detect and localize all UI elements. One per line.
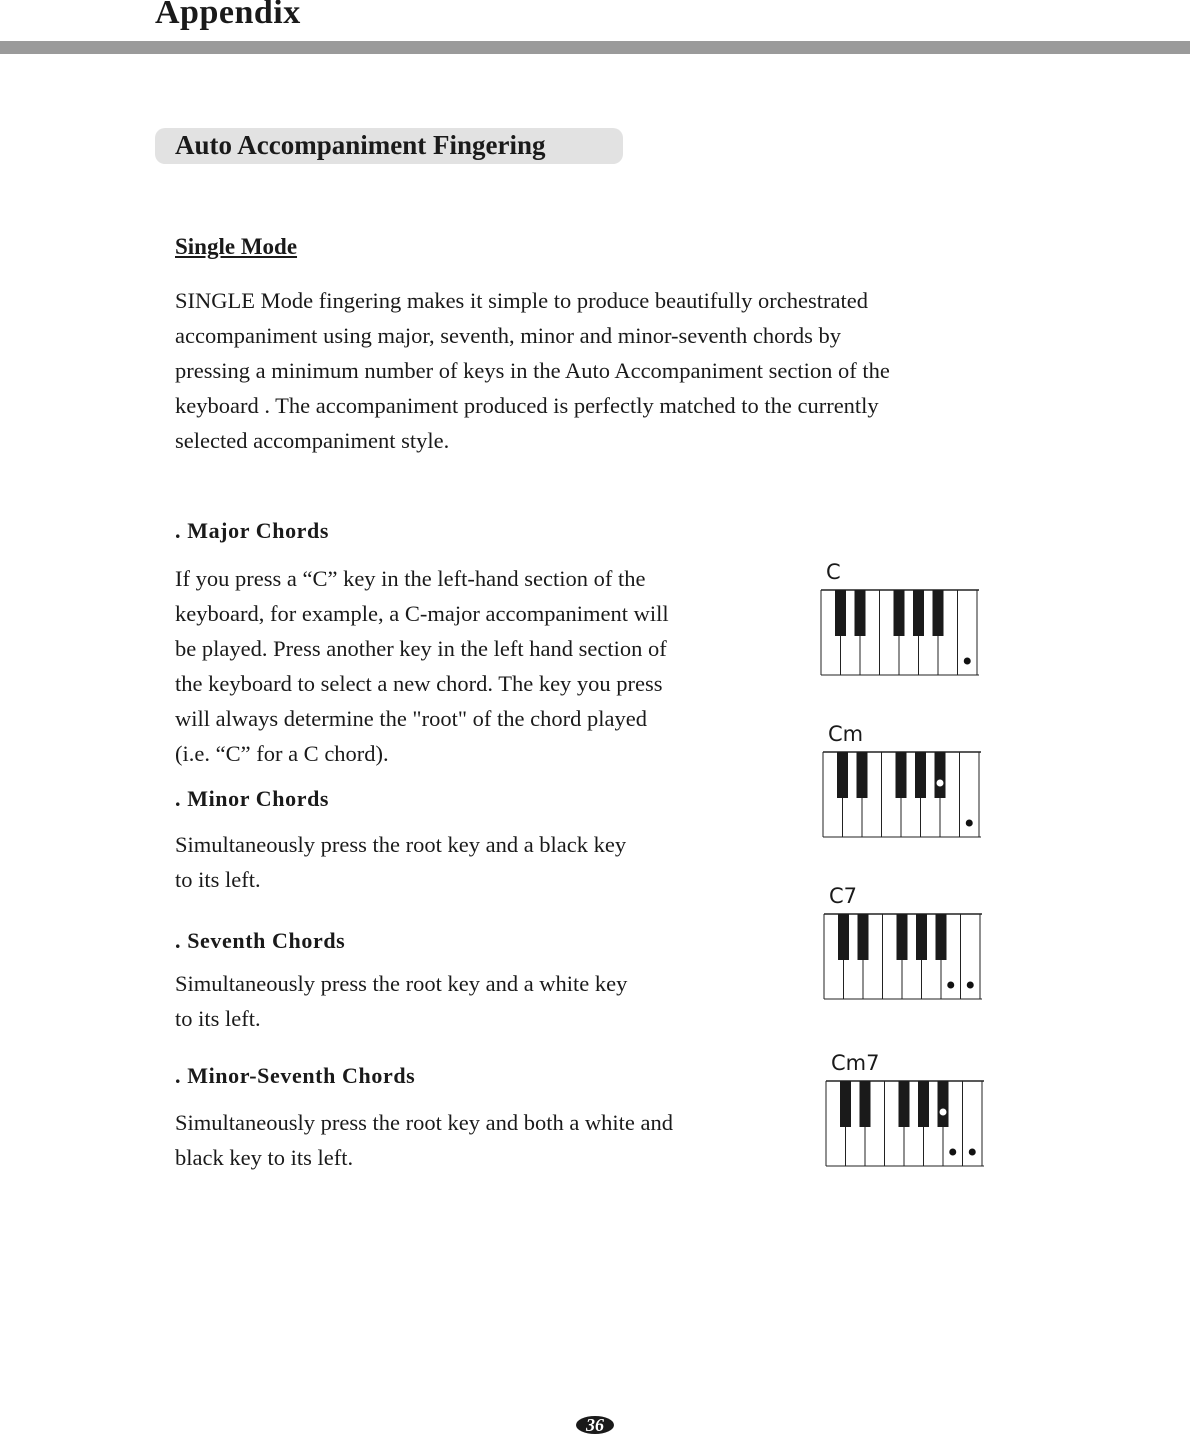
minor-seventh-chords-text [175, 1105, 775, 1175]
text-line: Simultaneously press the root key and a black key [175, 832, 627, 857]
black-key [913, 590, 924, 636]
keyboard-diagram [823, 913, 983, 1003]
black-key [915, 752, 926, 798]
text-line: keyboard, for example, a C-major accompaniment will [175, 601, 669, 626]
chord-name: Cm7 [831, 1051, 880, 1075]
black-key [857, 752, 868, 798]
text-line: (i.e. “C” for a C chord). [175, 741, 389, 766]
black-key [933, 590, 944, 636]
header-divider [0, 41, 1190, 54]
text-line: to its left. [175, 867, 261, 892]
section-banner [155, 128, 623, 164]
keyboard-diagram [825, 1080, 985, 1170]
intro-line: accompaniment using major, seventh, minor and minor-seventh chords by [175, 323, 841, 348]
text-line: If you press a “C” key in the left-hand section of the [175, 566, 646, 591]
black-key [936, 914, 947, 960]
chord-name: C7 [829, 884, 858, 908]
text-line: Simultaneously press the root key and a white key [175, 971, 628, 996]
black-key [840, 1081, 851, 1127]
intro-line: SINGLE Mode fingering makes it simple to produce beautifully orchestrated [175, 288, 868, 313]
black-key [935, 752, 946, 798]
pressed-white-key-dot [966, 820, 973, 827]
keyboard-diagram [820, 589, 980, 679]
text-line: be played. Press another key in the left hand section of [175, 636, 667, 661]
chord-name: C [826, 560, 841, 584]
minor-chords-heading: . Minor Chords [175, 786, 330, 811]
black-key [896, 752, 907, 798]
intro-line: pressing a minimum number of keys in the Auto Accompaniment section of the [175, 358, 890, 383]
black-key [918, 1081, 929, 1127]
black-key [860, 1081, 871, 1127]
black-key [838, 914, 849, 960]
pressed-white-key-dot [947, 982, 954, 989]
major-chords-text [175, 561, 775, 771]
major-chords-heading: . Major Chords [175, 518, 330, 543]
text-line: Simultaneously press the root key and both a white and [175, 1110, 674, 1135]
section-title: Auto Accompaniment Fingering [175, 130, 546, 160]
seventh-chords-heading: . Seventh Chords [175, 928, 346, 953]
minor-seventh-chords-heading: . Minor-Seventh Chords [175, 1063, 416, 1088]
page-number: 36 [586, 1415, 604, 1435]
black-key [916, 914, 927, 960]
black-key [858, 914, 869, 960]
pressed-white-key-dot [967, 982, 974, 989]
seventh-chords-text [175, 966, 775, 1036]
page-number-badge [575, 1415, 615, 1435]
chord-name: Cm [828, 722, 864, 746]
text-line: black key to its left. [175, 1145, 354, 1170]
black-key [899, 1081, 910, 1127]
pressed-white-key-dot [964, 658, 971, 665]
pressed-black-key-dot [940, 1109, 947, 1116]
text-line: to its left. [175, 1006, 261, 1031]
minor-chords-text [175, 827, 775, 897]
black-key [855, 590, 866, 636]
text-line: the keyboard to select a new chord. The key you press [175, 671, 663, 696]
black-key [837, 752, 848, 798]
black-key [835, 590, 846, 636]
intro-line: keyboard . The accompaniment produced is perfectly matched to the currently [175, 393, 879, 418]
intro-line: selected accompaniment style. [175, 428, 450, 453]
text-line: will always determine the "root" of the chord played [175, 706, 647, 731]
pressed-white-key-dot [949, 1149, 956, 1156]
black-key [897, 914, 908, 960]
keyboard-diagram [822, 751, 982, 841]
black-key [894, 590, 905, 636]
pressed-white-key-dot [969, 1149, 976, 1156]
page-title: Appendix [155, 0, 301, 31]
intro-paragraph [175, 283, 1025, 458]
mode-heading: Single Mode [175, 234, 298, 259]
black-key [938, 1081, 949, 1127]
pressed-black-key-dot [937, 780, 944, 787]
